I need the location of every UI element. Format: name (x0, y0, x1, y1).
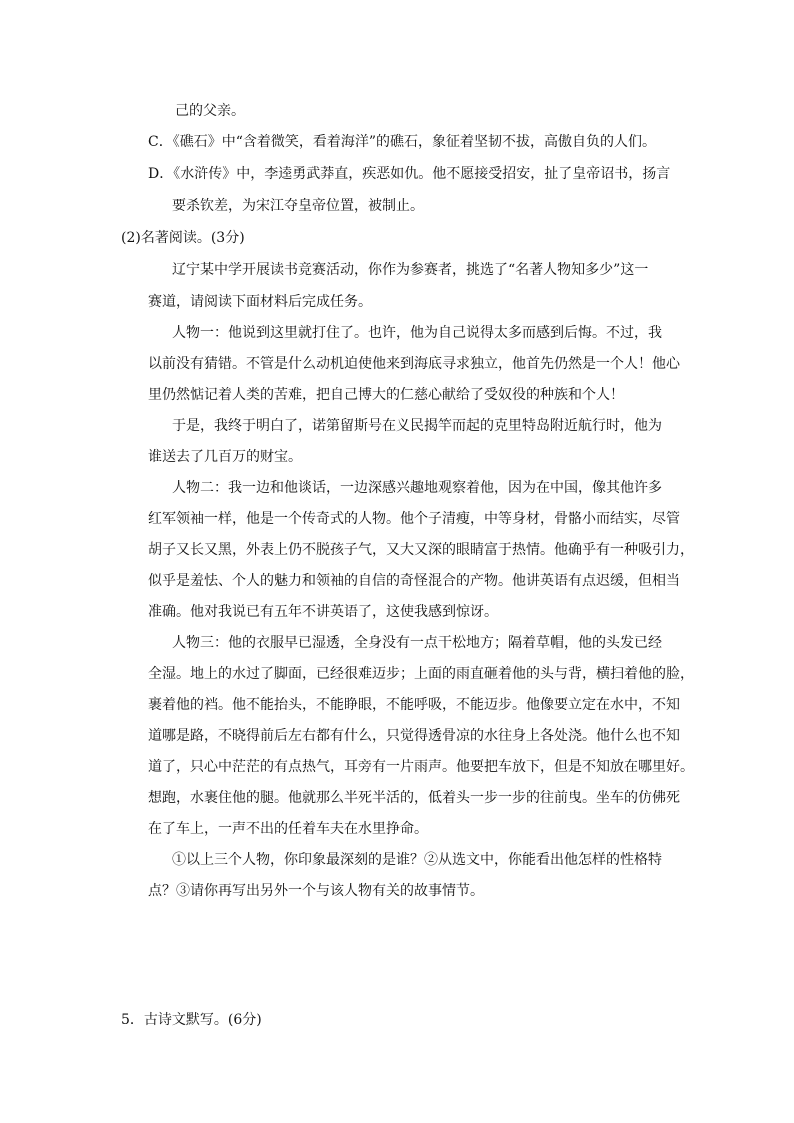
section-heading: (2)名著阅读。(3分) (121, 230, 245, 246)
text-line: 在了车上，一声不出的任着车夫在水里挣命。 (148, 821, 428, 837)
option-c: C．《礁石》中“含着微笑，看着海洋”的礁石，象征着坚韧不拔，高傲自负的人们。 (148, 134, 657, 150)
text-line: 己的父亲。 (175, 103, 245, 119)
text-line: 要杀钦差，为宋江夺皇帝位置，被制止。 (172, 198, 424, 214)
text-line: 似乎是羞怯、个人的魅力和领袖的自信的奇怪混合的产物。他讲英语有点迟缓，但相当 (148, 573, 680, 589)
text-line: 裹着他的裆。他不能抬头，不能睁眼，不能呼吸，不能迈步。他像要立定在水中，不知 (148, 697, 680, 713)
text-line: 以前没有猜错。不管是什么动机迫使他来到海底寻求独立，他首先仍然是一个人！他心 (148, 356, 680, 372)
option-d: D．《水浒传》中，李逵勇武莽直，疾恶如仇。他不愿接受招安，扯了皇帝诏书，扬言 (148, 166, 671, 182)
text-line: 道了，只心中茫茫的有点热气，耳旁有一片雨声。他要把车放下，但是不知放在哪里好。 (148, 759, 694, 775)
text-line: 道哪是路，不晓得前后左右都有什么，只觉得透骨凉的水往身上各处浇。他什么也不知 (148, 728, 680, 744)
text-line: 里仍然惦记着人类的苦难，把自己博大的仁慈心献给了受奴役的种族和个人！ (148, 387, 624, 403)
text-line: 红军领袖一样，他是一个传奇式的人物。他个子清瘦，中等身材，骨骼小而结实，尽管 (148, 511, 680, 527)
section-heading: 5．古诗文默写。(6分) (121, 1012, 262, 1028)
text-line: 于是，我终于明白了，诺第留斯号在义民揭竿而起的克里特岛附近航行时，他为 (172, 418, 662, 434)
character-three-paragraph: 人物三：他的衣服早已湿透，全身没有一点干松地方；隔着草帽，他的头发已经 (172, 635, 662, 651)
text-line: 辽宁某中学开展读书竞赛活动，你作为参赛者，挑选了“名著人物知多少”这一 (172, 262, 649, 278)
text-line: 点？③请你再写出另外一个与该人物有关的故事情节。 (148, 883, 484, 899)
text-line: 谁送去了几百万的财宝。 (148, 449, 302, 465)
character-two-paragraph: 人物二：我一边和他谈话，一边深感兴趣地观察着他，因为在中国，像其他许多 (172, 480, 662, 496)
text-line: 胡子又长又黑，外表上仍不脱孩子气，又大又深的眼睛富于热情。他确乎有一种吸引力， (148, 542, 694, 558)
character-one-paragraph: 人物一：他说到这里就打住了。也许，他为自己说得太多而感到后悔。不过，我 (172, 325, 662, 341)
text-line: 全湿。地上的水过了脚面，已经很难迈步；上面的雨直砸着他的头与背，横扫着他的脸， (148, 666, 694, 682)
question-prompt: ①以上三个人物，你印象最深刻的是谁？②从选文中，你能看出他怎样的性格特 (172, 852, 662, 868)
text-line: 赛道，请阅读下面材料后完成任务。 (148, 294, 372, 310)
text-line: 准确。他对我说已有五年不讲英语了，这使我感到惊讶。 (148, 604, 498, 620)
text-line: 想跑，水裹住他的腿。他就那么半死半活的，低着头一步一步的往前曳。坐车的仿佛死 (148, 790, 680, 806)
